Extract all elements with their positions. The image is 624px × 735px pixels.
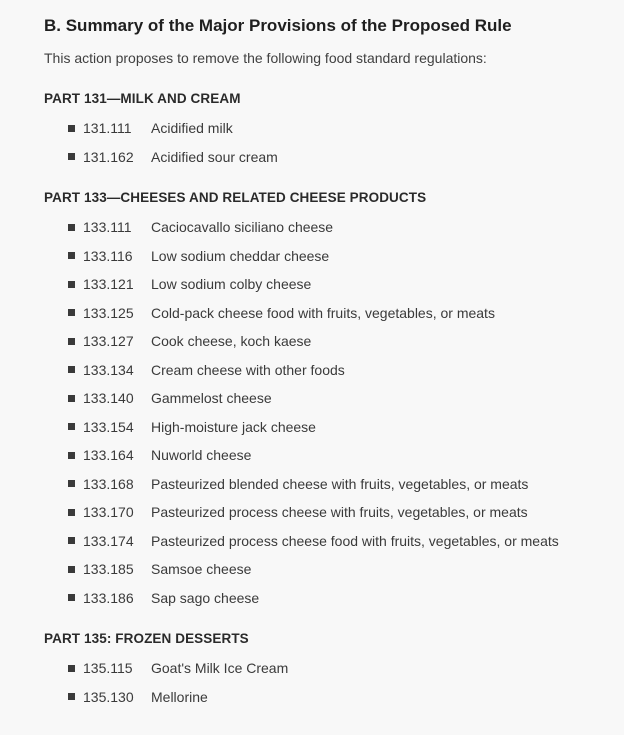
square-bullet-icon: [68, 594, 75, 601]
regulation-name: Low sodium colby cheese: [151, 276, 312, 293]
regulation-name: Goat's Milk Ice Cream: [151, 660, 289, 677]
square-bullet-icon: [68, 665, 75, 672]
regulation-name: Pasteurized blended cheese with fruits, vegetables, or meats: [151, 475, 529, 492]
regulation-number: 133.140: [83, 390, 134, 407]
regulation-name: Nuworld cheese: [151, 447, 252, 464]
regulation-number: 133.185: [83, 561, 134, 578]
regulation-name: High-moisture jack cheese: [151, 418, 316, 435]
part-heading: PART 135: FROZEN DESSERTS: [44, 631, 249, 646]
intro-text: This action proposes to remove the following food standard regulations:: [44, 50, 487, 66]
regulation-item: [44, 270, 624, 299]
regulation-number: 131.162: [83, 148, 134, 165]
regulation-name: Mellorine: [151, 688, 208, 705]
square-bullet-icon: [68, 224, 75, 231]
square-bullet-icon: [68, 693, 75, 700]
square-bullet-icon: [68, 566, 75, 573]
square-bullet-icon: [68, 338, 75, 345]
regulation-item: [44, 213, 624, 242]
regulation-number: 133.121: [83, 276, 134, 293]
square-bullet-icon: [68, 366, 75, 373]
square-bullet-icon: [68, 452, 75, 459]
part-section: [44, 188, 624, 612]
regulation-item: [44, 384, 624, 413]
square-bullet-icon: [68, 153, 75, 160]
regulation-number: 133.174: [83, 532, 134, 549]
regulation-name: Gammelost cheese: [151, 390, 272, 407]
regulation-name: Acidified sour cream: [151, 148, 278, 165]
square-bullet-icon: [68, 395, 75, 402]
regulation-item: [44, 555, 624, 584]
regulation-item: [44, 683, 624, 712]
regulation-name: Acidified milk: [151, 120, 233, 137]
regulation-number: 133.186: [83, 589, 134, 606]
regulation-number: 133.127: [83, 333, 134, 350]
regulation-number: 133.168: [83, 475, 134, 492]
regulation-list: [44, 114, 624, 171]
regulation-name: Cook cheese, koch kaese: [151, 333, 312, 350]
square-bullet-icon: [68, 423, 75, 430]
regulation-item: [44, 299, 624, 328]
regulation-number: 135.130: [83, 688, 134, 705]
square-bullet-icon: [68, 125, 75, 132]
regulation-item: [44, 441, 624, 470]
part-section: [44, 629, 624, 711]
regulation-item: [44, 470, 624, 499]
regulation-number: 131.111: [83, 120, 132, 137]
regulation-item: [44, 584, 624, 613]
part-section: [44, 89, 624, 171]
regulation-item: [44, 413, 624, 442]
regulation-number: 133.111: [83, 219, 132, 236]
regulation-name: Cold-pack cheese food with fruits, vegetables, or meats: [151, 304, 495, 321]
square-bullet-icon: [68, 309, 75, 316]
square-bullet-icon: [68, 537, 75, 544]
section-title: B. Summary of the Major Provisions of the Proposed Rule: [44, 16, 512, 35]
regulation-item: [44, 654, 624, 683]
regulation-number: 133.154: [83, 418, 134, 435]
regulation-list: [44, 654, 624, 711]
regulation-item: [44, 356, 624, 385]
regulation-list: [44, 213, 624, 612]
regulation-name: Cream cheese with other foods: [151, 361, 345, 378]
regulation-name: Pasteurized process cheese with fruits, vegetables, or meats: [151, 504, 528, 521]
square-bullet-icon: [68, 252, 75, 259]
regulation-number: 135.115: [83, 660, 133, 677]
regulation-item: [44, 498, 624, 527]
regulation-item: [44, 527, 624, 556]
part-heading: PART 131—MILK AND CREAM: [44, 91, 241, 106]
regulation-name: Low sodium cheddar cheese: [151, 247, 330, 264]
regulation-number: 133.164: [83, 447, 134, 464]
regulation-number: 133.134: [83, 361, 134, 378]
regulation-name: Samsoe cheese: [151, 561, 252, 578]
part-heading: PART 133—CHEESES AND RELATED CHEESE PRODUCTS: [44, 190, 427, 205]
regulation-name: Sap sago cheese: [151, 589, 260, 606]
regulation-item: [44, 242, 624, 271]
regulation-name: Pasteurized process cheese food with fruits, vegetables, or meats: [151, 532, 559, 549]
square-bullet-icon: [68, 509, 75, 516]
regulation-item: [44, 114, 624, 143]
regulation-number: 133.170: [83, 504, 134, 521]
regulation-item: [44, 143, 624, 172]
parts-container: [44, 89, 624, 711]
regulation-name: Caciocavallo siciliano cheese: [151, 219, 334, 236]
square-bullet-icon: [68, 281, 75, 288]
regulation-number: 133.116: [83, 247, 133, 264]
regulation-number: 133.125: [83, 304, 134, 321]
square-bullet-icon: [68, 480, 75, 487]
regulation-item: [44, 327, 624, 356]
